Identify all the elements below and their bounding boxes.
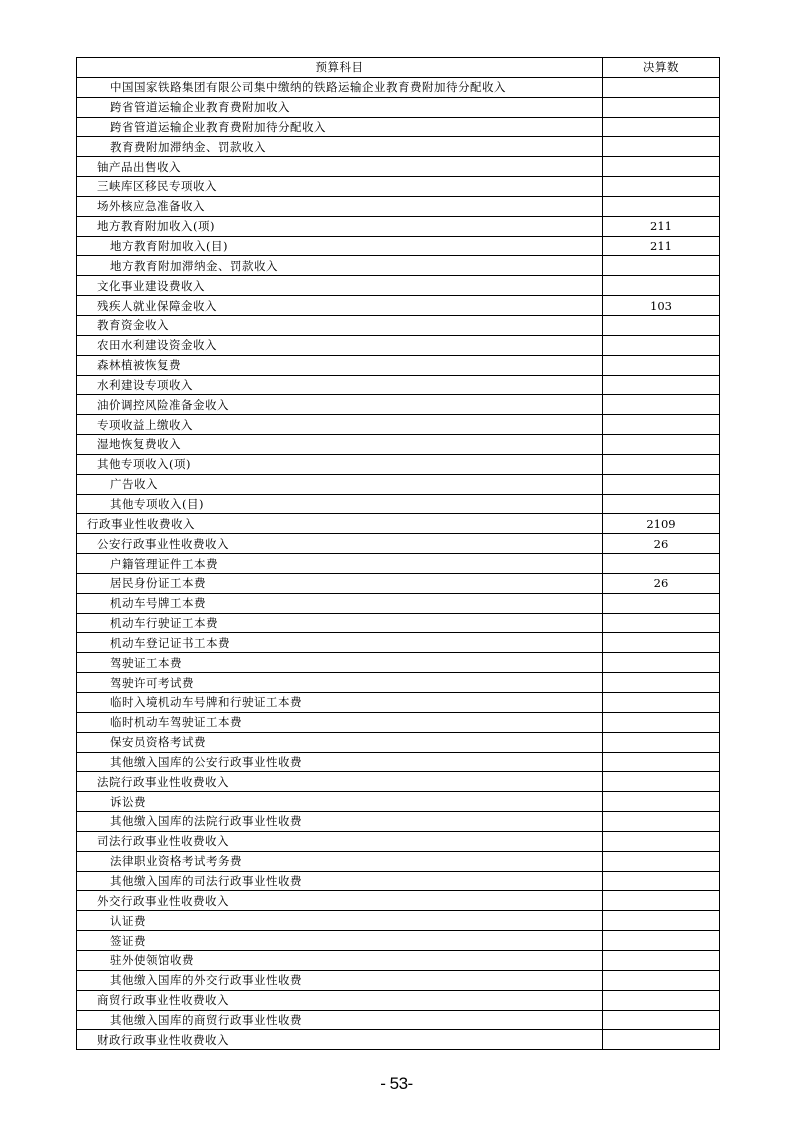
- table-row: [77, 772, 720, 792]
- table-row: [77, 256, 720, 276]
- final-amount-value: 211: [603, 236, 720, 256]
- budget-item-name: 跨省管道运输企业教育费附加待分配收入: [77, 117, 603, 137]
- final-amount-value: [603, 673, 720, 693]
- budget-item-name: 湿地恢复费收入: [77, 435, 603, 455]
- table-row: [77, 693, 720, 713]
- budget-item-name: 文化事业建设费收入: [77, 276, 603, 296]
- budget-item-name: 地方教育附加滞纳金、罚款收入: [77, 256, 603, 276]
- budget-item-name: 其他专项收入(目): [77, 494, 603, 514]
- budget-item-name: 其他缴入国库的商贸行政事业性收费: [77, 1010, 603, 1030]
- budget-item-name: 跨省管道运输企业教育费附加收入: [77, 97, 603, 117]
- final-amount-value: [603, 792, 720, 812]
- final-amount-value: [603, 415, 720, 435]
- final-amount-value: [603, 256, 720, 276]
- final-amount-value: [603, 395, 720, 415]
- table-row: [77, 990, 720, 1010]
- final-amount-value: [603, 950, 720, 970]
- budget-item-name: 三峡库区移民专项收入: [77, 177, 603, 197]
- budget-item-name: 司法行政事业性收费收入: [77, 831, 603, 851]
- budget-table: [76, 57, 720, 1050]
- table-row: [77, 653, 720, 673]
- budget-item-name: 签证费: [77, 931, 603, 951]
- header-budget-item: 预算科目: [77, 58, 603, 78]
- final-amount-value: [603, 117, 720, 137]
- final-amount-value: [603, 831, 720, 851]
- table-row: [77, 534, 720, 554]
- budget-item-name: 中国国家铁路集团有限公司集中缴纳的铁路运输企业教育费附加待分配收入: [77, 77, 603, 97]
- table-row: [77, 355, 720, 375]
- budget-item-name: 广告收入: [77, 474, 603, 494]
- table-row: [77, 712, 720, 732]
- final-amount-value: [603, 335, 720, 355]
- budget-item-name: 机动车号牌工本费: [77, 593, 603, 613]
- table-row: [77, 911, 720, 931]
- table-row: [77, 494, 720, 514]
- table-row: [77, 315, 720, 335]
- table-row: [77, 117, 720, 137]
- final-amount-value: [603, 732, 720, 752]
- final-amount-value: [603, 494, 720, 514]
- table-row: [77, 613, 720, 633]
- table-header-row: [77, 58, 720, 78]
- budget-item-name: 诉讼费: [77, 792, 603, 812]
- final-amount-value: [603, 435, 720, 455]
- final-amount-value: [603, 1010, 720, 1030]
- budget-item-name: 场外核应急准备收入: [77, 196, 603, 216]
- final-amount-value: [603, 137, 720, 157]
- budget-item-name: 居民身份证工本费: [77, 573, 603, 593]
- budget-item-name: 其他专项收入(项): [77, 454, 603, 474]
- table-row: [77, 276, 720, 296]
- table-row: [77, 792, 720, 812]
- final-amount-value: 2109: [603, 514, 720, 534]
- final-amount-value: [603, 851, 720, 871]
- budget-item-name: 铀产品出售收入: [77, 157, 603, 177]
- final-amount-value: [603, 177, 720, 197]
- table-row: [77, 752, 720, 772]
- budget-item-name: 行政事业性收费收入: [77, 514, 603, 534]
- page-number: - 53-: [380, 1074, 413, 1093]
- table-row: [77, 573, 720, 593]
- table-row: [77, 137, 720, 157]
- final-amount-value: [603, 157, 720, 177]
- table-row: [77, 474, 720, 494]
- budget-item-name: 驻外使领馆收费: [77, 950, 603, 970]
- final-amount-value: [603, 990, 720, 1010]
- budget-item-name: 机动车登记证书工本费: [77, 633, 603, 653]
- budget-item-name: 公安行政事业性收费收入: [77, 534, 603, 554]
- final-amount-value: [603, 772, 720, 792]
- budget-item-name: 农田水利建设资金收入: [77, 335, 603, 355]
- final-amount-value: [603, 97, 720, 117]
- table-row: [77, 593, 720, 613]
- table-row: [77, 296, 720, 316]
- budget-item-name: 森林植被恢复费: [77, 355, 603, 375]
- final-amount-value: [603, 474, 720, 494]
- table-row: [77, 375, 720, 395]
- final-amount-value: [603, 931, 720, 951]
- final-amount-value: [603, 752, 720, 772]
- budget-item-name: 水利建设专项收入: [77, 375, 603, 395]
- table-row: [77, 395, 720, 415]
- table-row: [77, 871, 720, 891]
- final-amount-value: 211: [603, 216, 720, 236]
- final-amount-value: [603, 891, 720, 911]
- table-row: [77, 335, 720, 355]
- table-row: [77, 454, 720, 474]
- budget-item-name: 专项收益上缴收入: [77, 415, 603, 435]
- table-row: [77, 891, 720, 911]
- final-amount-value: [603, 593, 720, 613]
- budget-item-name: 教育资金收入: [77, 315, 603, 335]
- final-amount-value: 26: [603, 573, 720, 593]
- table-row: [77, 1010, 720, 1030]
- table-row: [77, 514, 720, 534]
- table-row: [77, 157, 720, 177]
- final-amount-value: [603, 276, 720, 296]
- final-amount-value: [603, 375, 720, 395]
- budget-item-name: 认证费: [77, 911, 603, 931]
- budget-item-name: 地方教育附加收入(项): [77, 216, 603, 236]
- table-body: [77, 77, 720, 1049]
- budget-item-name: 外交行政事业性收费收入: [77, 891, 603, 911]
- budget-item-name: 残疾人就业保障金收入: [77, 296, 603, 316]
- table-row: [77, 1030, 720, 1050]
- table-row: [77, 970, 720, 990]
- final-amount-value: [603, 653, 720, 673]
- final-amount-value: [603, 554, 720, 574]
- final-amount-value: [603, 315, 720, 335]
- budget-item-name: 保安员资格考试费: [77, 732, 603, 752]
- budget-item-name: 临时机动车驾驶证工本费: [77, 712, 603, 732]
- table-row: [77, 196, 720, 216]
- budget-item-name: 驾驶许可考试费: [77, 673, 603, 693]
- budget-item-name: 机动车行驶证工本费: [77, 613, 603, 633]
- table-row: [77, 673, 720, 693]
- final-amount-value: [603, 871, 720, 891]
- final-amount-value: [603, 613, 720, 633]
- final-amount-value: 26: [603, 534, 720, 554]
- final-amount-value: [603, 970, 720, 990]
- final-amount-value: [603, 196, 720, 216]
- table-row: [77, 77, 720, 97]
- table-row: [77, 812, 720, 832]
- final-amount-value: [603, 812, 720, 832]
- table-row: [77, 415, 720, 435]
- final-amount-value: [603, 1030, 720, 1050]
- budget-item-name: 财政行政事业性收费收入: [77, 1030, 603, 1050]
- budget-item-name: 临时入境机动车号牌和行驶证工本费: [77, 693, 603, 713]
- budget-item-name: 其他缴入国库的司法行政事业性收费: [77, 871, 603, 891]
- budget-item-name: 驾驶证工本费: [77, 653, 603, 673]
- final-amount-value: [603, 77, 720, 97]
- table-row: [77, 931, 720, 951]
- budget-item-name: 其他缴入国库的外交行政事业性收费: [77, 970, 603, 990]
- final-amount-value: [603, 454, 720, 474]
- table-row: [77, 732, 720, 752]
- budget-item-name: 地方教育附加收入(目): [77, 236, 603, 256]
- budget-item-name: 户籍管理证件工本费: [77, 554, 603, 574]
- table-row: [77, 851, 720, 871]
- table-row: [77, 633, 720, 653]
- table-row: [77, 216, 720, 236]
- header-final-amount: 决算数: [603, 58, 720, 78]
- table-row: [77, 831, 720, 851]
- final-amount-value: [603, 693, 720, 713]
- final-amount-value: [603, 712, 720, 732]
- table-row: [77, 435, 720, 455]
- table-row: [77, 950, 720, 970]
- budget-item-name: 商贸行政事业性收费收入: [77, 990, 603, 1010]
- budget-item-name: 油价调控风险准备金收入: [77, 395, 603, 415]
- budget-item-name: 其他缴入国库的公安行政事业性收费: [77, 752, 603, 772]
- budget-item-name: 教育费附加滞纳金、罚款收入: [77, 137, 603, 157]
- budget-item-name: 其他缴入国库的法院行政事业性收费: [77, 812, 603, 832]
- final-amount-value: [603, 911, 720, 931]
- table-row: [77, 236, 720, 256]
- budget-item-name: 法院行政事业性收费收入: [77, 772, 603, 792]
- table-row: [77, 97, 720, 117]
- table-row: [77, 177, 720, 197]
- budget-item-name: 法律职业资格考试考务费: [77, 851, 603, 871]
- final-amount-value: 103: [603, 296, 720, 316]
- final-amount-value: [603, 355, 720, 375]
- table-row: [77, 554, 720, 574]
- final-amount-value: [603, 633, 720, 653]
